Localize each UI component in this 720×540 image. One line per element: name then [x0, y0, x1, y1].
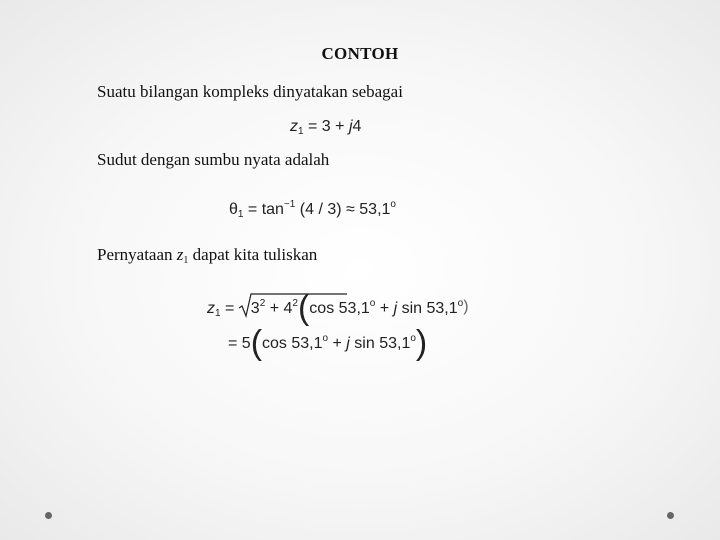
eq3-eq: = — [220, 300, 239, 317]
p3-suffix: dapat kita tuliskan — [188, 245, 318, 264]
eq3-sub: 1 — [215, 308, 221, 319]
eq1-rhs-post: 4 — [352, 118, 362, 135]
p3-var: z — [176, 245, 184, 264]
eq3-b-exp: 2 — [292, 298, 298, 309]
paragraph-angle: Sudut dengan sumbu nyata adalah — [97, 150, 330, 169]
eq4-sin: sin 53,1 — [349, 335, 411, 352]
eq3-j: j — [393, 300, 398, 317]
eq3-a: 3 — [250, 300, 260, 317]
eq3-lhs: z — [207, 300, 215, 317]
equation-z1-simplified — [228, 324, 428, 362]
eq4-plus: + — [328, 335, 347, 352]
eq2-sub: 1 — [237, 209, 244, 220]
equation-theta1 — [229, 199, 396, 220]
eq2-rest: (4 / 3) ≈ 53,1 — [295, 201, 391, 218]
eq3-sin: sin 53,1 — [397, 300, 458, 317]
eq2-lhs: θ — [229, 201, 238, 218]
eq4-eq: = 5 — [228, 335, 251, 352]
eq1-rhs-pre: = 3 + — [303, 118, 349, 135]
eq3-a-exp: 2 — [259, 298, 266, 309]
slide-title: CONTOH — [321, 44, 399, 63]
paragraph-expression — [97, 245, 317, 266]
sqrt-sign-icon — [239, 292, 349, 318]
equation-z1 — [290, 118, 361, 137]
eq1-sub: 1 — [298, 126, 304, 137]
eq3-plus: + — [265, 300, 284, 317]
paragraph-complex-number: Suatu bilangan kompleks dinyatakan sebagai — [97, 82, 403, 101]
bottom-left-dot-icon — [45, 512, 52, 519]
eq3-deg: o — [369, 298, 376, 309]
eq3-close-paren: ) — [463, 298, 469, 315]
p3-sub: 1 — [183, 255, 189, 266]
eq3-open-paren: ( — [297, 289, 310, 327]
p3-prefix: Pernyataan — [97, 245, 177, 264]
sqrt-expression — [239, 298, 298, 318]
eq3-deg2: o — [457, 298, 464, 309]
eq3-b: 4 — [283, 300, 293, 317]
eq4-j: j — [346, 335, 350, 352]
eq4-deg: o — [322, 333, 329, 344]
eq1-lhs: z — [290, 118, 298, 135]
eq2-sup: −1 — [283, 199, 296, 210]
eq1-j: j — [348, 118, 353, 135]
bottom-right-dot-icon — [667, 512, 674, 519]
eq4-open-paren: ( — [250, 324, 263, 362]
eq3-cos: cos 53,1 — [309, 300, 370, 317]
eq4-cos: cos 53,1 — [262, 335, 323, 352]
eq4-deg2: o — [410, 333, 416, 344]
eq2-mid: = tan — [243, 201, 284, 218]
eq4-close-paren: ) — [415, 324, 428, 362]
equation-z1-polar — [207, 289, 469, 327]
eq2-deg: o — [390, 199, 396, 210]
eq3-plus2: + — [375, 300, 394, 317]
